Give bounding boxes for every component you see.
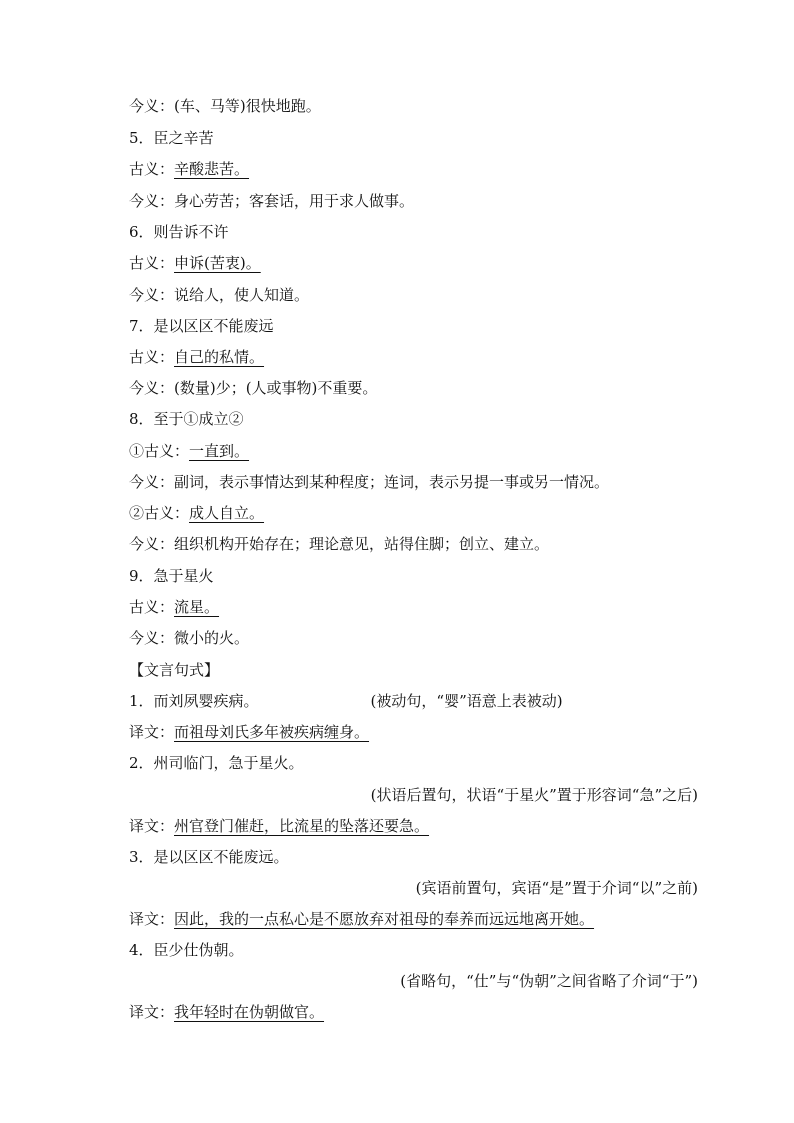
- modern-meaning-line: 今义：副词，表示事情达到某种程度；连词，表示另提一事或另一情况。: [129, 473, 610, 491]
- translation-answer: 因此，我的一点私心是不愿放弃对祖母的奉养而远远地离开她。: [174, 910, 595, 928]
- ancient-meaning-answer: 成人自立。: [189, 504, 265, 522]
- ancient-meaning-label: ②古义：: [129, 504, 190, 522]
- sentence-note: (宾语前置句，宾语“是”置于介词“以”之前): [415, 879, 698, 897]
- modern-meaning-line: 今义：(数量)少；(人或事物)不重要。: [129, 379, 378, 397]
- modern-meaning-line: 今义：组织机构开始存在；理论意见，站得住脚；创立、建立。: [129, 535, 550, 553]
- modern-meaning-line: 今义：微小的火。: [129, 629, 250, 647]
- sentence-text: 1．而刘夙婴疾病。: [129, 692, 259, 710]
- item-heading: 7．是以区区不能废远: [129, 317, 274, 335]
- ancient-meaning-line: [129, 347, 698, 367]
- ancient-meaning-line: [129, 597, 698, 617]
- item-heading: 9．急于星火: [129, 567, 214, 585]
- modern-meaning-line: 今义：身心劳苦；客套话，用于求人做事。: [129, 192, 415, 210]
- sentence-line: 4．臣少仕伪朝。: [129, 941, 244, 959]
- sentence-note: (被动句，“婴”语意上表被动): [370, 692, 563, 710]
- ancient-meaning-line: [129, 159, 698, 179]
- ancient-meaning-answer: 流星。: [174, 598, 220, 616]
- ancient-meaning-line: [129, 441, 698, 461]
- sentence-note: (省略句，“仕”与“伪朝”之间省略了介词“于”): [400, 972, 698, 990]
- ancient-meaning-answer: 一直到。: [189, 442, 250, 460]
- ancient-meaning-label: 古义：: [129, 598, 175, 616]
- modern-meaning-line: 今义：(车、马等)很快地跑。: [129, 97, 321, 115]
- sentence-line: [129, 691, 698, 711]
- sentence-note: (状语后置句，状语“于星火”置于形容词“急”之后): [370, 786, 698, 804]
- ancient-meaning-label: ①古义：: [129, 442, 190, 460]
- translation-answer: 而祖母刘氏多年被疾病缠身。: [174, 723, 370, 741]
- item-heading: 5．臣之辛苦: [129, 129, 214, 147]
- ancient-meaning-answer: 辛酸悲苦。: [174, 160, 250, 178]
- translation-line: [129, 722, 698, 742]
- item-heading: 6．则告诉不许: [129, 223, 229, 241]
- translation-label: 译文：: [129, 910, 175, 928]
- translation-line: [129, 816, 698, 836]
- ancient-meaning-line: [129, 503, 698, 523]
- ancient-meaning-label: 古义：: [129, 160, 175, 178]
- modern-meaning-line: 今义：说给人，使人知道。: [129, 286, 310, 304]
- translation-answer: 我年轻时在伪朝做官。: [174, 1003, 325, 1021]
- ancient-meaning-label: 古义：: [129, 254, 175, 272]
- item-heading: 8．至于①成立②: [129, 410, 244, 428]
- translation-label: 译文：: [129, 723, 175, 741]
- sentence-line: 2．州司临门，急于星火。: [129, 754, 304, 772]
- sentence-line: 3．是以区区不能废远。: [129, 848, 289, 866]
- translation-label: 译文：: [129, 1003, 175, 1021]
- translation-label: 译文：: [129, 817, 175, 835]
- translation-answer: 州官登门催赶，比流星的坠落还要急。: [174, 817, 430, 835]
- translation-line: [129, 1002, 698, 1022]
- ancient-meaning-label: 古义：: [129, 348, 175, 366]
- ancient-meaning-answer: 申诉(苦衷)。: [174, 254, 261, 272]
- ancient-meaning-line: [129, 253, 698, 273]
- ancient-meaning-answer: 自己的私情。: [174, 348, 265, 366]
- translation-line: [129, 909, 698, 929]
- section-heading: 【文言句式】: [129, 661, 220, 679]
